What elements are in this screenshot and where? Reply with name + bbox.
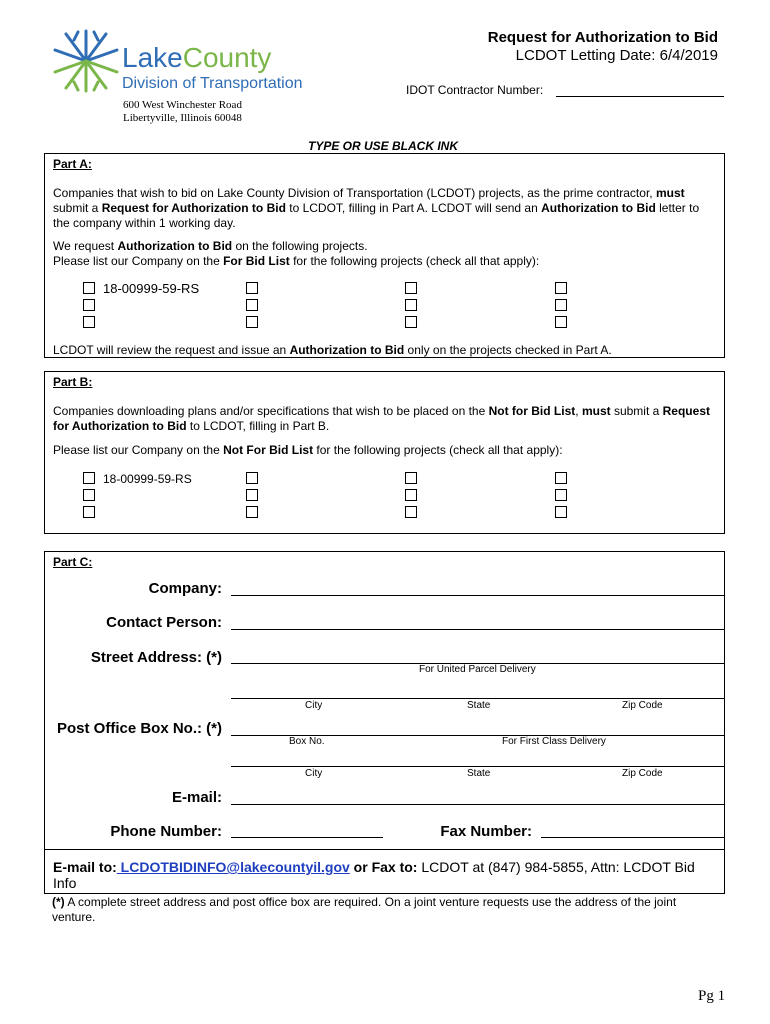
email-to-label: E-mail to: xyxy=(53,859,117,875)
part-a-intro xyxy=(53,186,718,231)
phone-label: Phone Number: xyxy=(110,823,222,840)
logo-division: Division of Transportation xyxy=(122,75,303,92)
fax-field[interactable] xyxy=(541,837,725,838)
street-address-label: Street Address: (*) xyxy=(90,649,222,666)
text: Please list our Company on the xyxy=(53,443,224,457)
part-a-project-1: 18-00999-59-RS xyxy=(103,281,200,296)
bold-text: Authorization to Bid xyxy=(541,201,656,215)
email-field[interactable] xyxy=(231,804,725,805)
letting-date: LCDOT Letting Date: 6/4/2019 xyxy=(515,47,718,64)
part-b-intro xyxy=(53,404,718,434)
footnote-text: A complete street address and post office box are required. On a joint venture requests use the address of the joint venture. xyxy=(52,895,677,924)
fax-label: Fax Number: xyxy=(440,823,532,840)
text: to LCDOT, filling in Part A. LCDOT will send an xyxy=(285,201,542,215)
part-a-checkbox-2-1[interactable] xyxy=(246,282,258,294)
form-title: Request for Authorization to Bid xyxy=(487,29,718,46)
company-field[interactable] xyxy=(231,595,725,596)
bold-text: For Bid List xyxy=(223,254,290,268)
part-a-checkbox-4-3[interactable] xyxy=(555,316,567,328)
part-a-checkbox-1-1[interactable] xyxy=(83,282,95,294)
text: only on the projects checked in Part A. xyxy=(404,343,612,357)
page-number: Pg 1 xyxy=(698,988,726,1004)
part-a-review xyxy=(53,343,718,358)
part-b-project-1: 18-00999-59-RS xyxy=(103,472,192,486)
first-class-note: For First Class Delivery xyxy=(502,736,606,747)
logo-wordmark xyxy=(122,42,271,74)
submission-instructions xyxy=(53,859,713,891)
part-a-checkbox-2-2[interactable] xyxy=(246,299,258,311)
po-city-state-zip-field[interactable] xyxy=(231,766,725,767)
part-b-checkbox-2-3[interactable] xyxy=(246,506,258,518)
contractor-number-label: IDOT Contractor Number: xyxy=(406,83,544,97)
part-a-label: Part A: xyxy=(53,157,92,171)
po-state-caption: State xyxy=(467,768,491,779)
street-city-state-zip-field[interactable] xyxy=(231,698,725,699)
part-b-checkbox-4-3[interactable] xyxy=(555,506,567,518)
part-b-checkbox-1-1[interactable] xyxy=(83,472,95,484)
part-a-request xyxy=(53,239,718,254)
part-b-checkbox-2-1[interactable] xyxy=(246,472,258,484)
part-b-checkbox-4-1[interactable] xyxy=(555,472,567,484)
text: Companies that wish to bid on Lake County Division of Transportation (LCDOT) projects, as the prime contractor, xyxy=(53,186,656,200)
part-c-label: Part C: xyxy=(53,555,93,569)
part-c-section xyxy=(44,551,725,894)
text: for the following projects (check all that apply): xyxy=(313,443,563,457)
part-b-checkbox-3-1[interactable] xyxy=(405,472,417,484)
part-a-checkbox-3-2[interactable] xyxy=(405,299,417,311)
text: LCDOT will review the request and issue an xyxy=(53,343,290,357)
part-c-divider xyxy=(45,849,724,850)
street-city-caption: City xyxy=(305,700,323,711)
part-b-checkbox-1-2[interactable] xyxy=(83,489,95,501)
street-state-caption: State xyxy=(467,700,491,711)
po-zip-caption: Zip Code xyxy=(622,768,663,779)
part-b-checkbox-1-3[interactable] xyxy=(83,506,95,518)
or-fax-label: or Fax to: xyxy=(349,859,418,875)
box-no-caption: Box No. xyxy=(289,736,325,747)
bold-text: Request for Authorization to Bid xyxy=(101,201,286,215)
phone-field[interactable] xyxy=(231,837,383,838)
part-a-checkbox-3-1[interactable] xyxy=(405,282,417,294)
part-b-checkbox-4-2[interactable] xyxy=(555,489,567,501)
part-a-checkbox-4-2[interactable] xyxy=(555,299,567,311)
address-line-2: Libertyville, Illinois 60048 xyxy=(123,112,242,124)
text: submit a xyxy=(610,404,663,418)
part-b-section xyxy=(44,371,725,534)
part-a-checkbox-1-2[interactable] xyxy=(83,299,95,311)
text: for the following projects (check all that apply): xyxy=(289,254,540,268)
part-b-checkbox-3-3[interactable] xyxy=(405,506,417,518)
ink-notice: TYPE OR USE BLACK INK xyxy=(308,139,459,153)
text: to LCDOT, filling in Part B. xyxy=(186,419,330,433)
part-b-checkbox-3-2[interactable] xyxy=(405,489,417,501)
bold-text: Not for Bid List xyxy=(488,404,576,418)
bold-text: Authorization to Bid xyxy=(117,239,233,253)
part-b-label: Part B: xyxy=(53,375,93,389)
text: Please list our Company on the xyxy=(53,254,224,268)
text: We request xyxy=(53,239,118,253)
part-b-list xyxy=(53,443,718,458)
text: on the following projects. xyxy=(232,239,368,253)
text: , xyxy=(575,404,582,418)
part-a-checkbox-1-3[interactable] xyxy=(83,316,95,328)
part-b-checkbox-2-2[interactable] xyxy=(246,489,258,501)
fax-instructions: LCDOT at (847) 984-5855, Attn: LCDOT Bid Info xyxy=(53,859,695,891)
text: submit a xyxy=(53,201,102,215)
po-city-caption: City xyxy=(305,768,323,779)
logo-lake: Lake xyxy=(122,42,183,73)
part-a-checkbox-2-3[interactable] xyxy=(246,316,258,328)
address-footnote xyxy=(52,895,722,925)
part-a-checkbox-4-1[interactable] xyxy=(555,282,567,294)
logo-county: County xyxy=(182,42,272,73)
logo xyxy=(52,28,332,98)
contractor-number-field[interactable] xyxy=(556,96,724,97)
address-line-1: 600 West Winchester Road xyxy=(123,99,242,111)
bold-text: must xyxy=(581,404,611,418)
email-label: E-mail: xyxy=(171,789,222,806)
part-a-list xyxy=(53,254,718,269)
bold-text: must xyxy=(655,186,685,200)
contact-person-label: Contact Person: xyxy=(106,614,222,631)
contact-person-field[interactable] xyxy=(231,629,725,630)
bold-text: Authorization to Bid xyxy=(289,343,405,357)
part-a-checkbox-3-3[interactable] xyxy=(405,316,417,328)
bold-text: Request for Authorization to Bid xyxy=(53,404,710,433)
po-box-label: Post Office Box No.: (*) xyxy=(56,720,222,737)
footnote-marker: (*) xyxy=(52,895,65,909)
text: letter to the company within 1 working day. xyxy=(53,201,700,230)
bold-text: Not For Bid List xyxy=(223,443,314,457)
lake-county-logo-icon xyxy=(52,28,120,94)
company-label: Company: xyxy=(148,580,222,597)
text: Companies downloading plans and/or specifications that wish to be placed on the xyxy=(53,404,489,418)
ups-note: For United Parcel Delivery xyxy=(419,664,536,675)
email-link[interactable]: LCDOTBIDINFO@lakecountyil.gov xyxy=(116,859,350,875)
part-a-section xyxy=(44,153,725,358)
street-zip-caption: Zip Code xyxy=(622,700,663,711)
